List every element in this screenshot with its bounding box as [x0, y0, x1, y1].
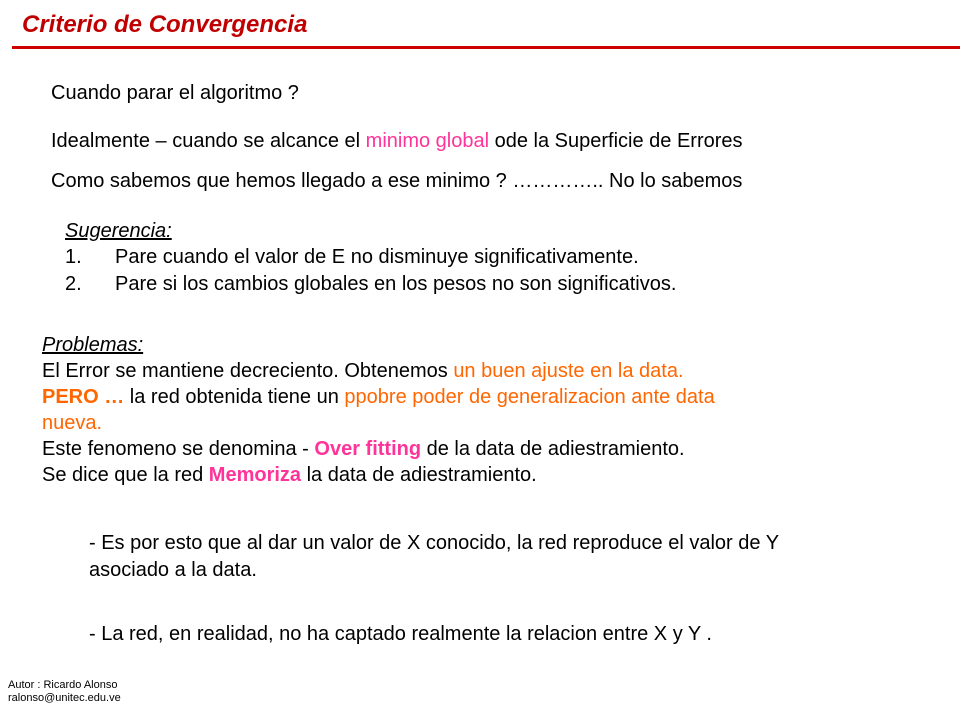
note-1-line-b: asociado a la data. — [89, 559, 257, 581]
poor-generalization-highlight: ppobre poder de generalizacion ante data — [344, 386, 715, 408]
footer-author: Autor : Ricardo Alonso — [8, 679, 118, 691]
suggestion-list — [65, 245, 676, 296]
poor-generalization-highlight-end: nueva. — [42, 412, 103, 434]
suggestion-number: 1. — [65, 246, 82, 268]
problems-line-1-text: El Error se mantiene decreciento. Obtenemos — [42, 360, 454, 382]
problems-line-5-suffix: la data de adiestramiento. — [301, 464, 537, 486]
suggestion-item — [65, 272, 676, 296]
problems-line-4-suffix: de la data de adiestramiento. — [421, 438, 685, 460]
pero-label: PERO … — [42, 386, 125, 408]
note-1-line-a: - Es por esto que al dar un valor de X conocido, la red reproduce el valor de Y — [89, 532, 780, 554]
suggestion-block — [65, 219, 676, 296]
problems-block — [42, 332, 715, 488]
suggestion-number: 2. — [65, 273, 82, 295]
ideal-prefix: Idealmente – cuando se alcance el — [51, 130, 366, 152]
suggestion-text: Pare cuando el valor de E no disminuye significativamente. — [115, 246, 639, 268]
good-fit-highlight: un buen ajuste en la data. — [453, 360, 684, 382]
ideal-suffix: ode la Superficie de Errores — [489, 130, 743, 152]
note-2: - La red, en realidad, no ha captado realmente la relacion entre X y Y . — [89, 623, 712, 645]
suggestion-item — [65, 245, 676, 269]
ideal-line — [51, 129, 743, 153]
suggestion-heading: Sugerencia: — [65, 220, 172, 242]
suggestion-text: Pare si los cambios globales en los pesos no son significativos. — [115, 273, 677, 295]
title-underline — [12, 46, 960, 49]
question-line: Cuando parar el algoritmo ? — [51, 82, 299, 104]
problems-line-3 — [42, 410, 715, 436]
page-title: Criterio de Convergencia — [22, 11, 308, 38]
problems-line-4 — [42, 436, 715, 462]
problems-heading: Problemas: — [42, 334, 144, 356]
footer-email: ralonso@unitec.edu.ve — [8, 692, 121, 704]
memoriza-term: Memoriza — [208, 464, 302, 486]
problems-line-5 — [42, 462, 715, 488]
problems-line-2-text: la red obtenida tiene un — [124, 386, 345, 408]
problems-line-5-text: Se dice que la red — [42, 464, 209, 486]
footer — [8, 679, 121, 705]
ideal-highlight: minimo global — [365, 130, 490, 152]
how-line: Como sabemos que hemos llegado a ese minimo ? ………….. No lo sabemos — [51, 170, 743, 192]
note-1 — [89, 530, 779, 584]
problems-line-2 — [42, 384, 715, 410]
problems-line-1 — [42, 358, 715, 384]
over-fitting-term: Over fitting — [314, 438, 422, 460]
problems-line-4-text: Este fenomeno se denomina - — [42, 438, 315, 460]
